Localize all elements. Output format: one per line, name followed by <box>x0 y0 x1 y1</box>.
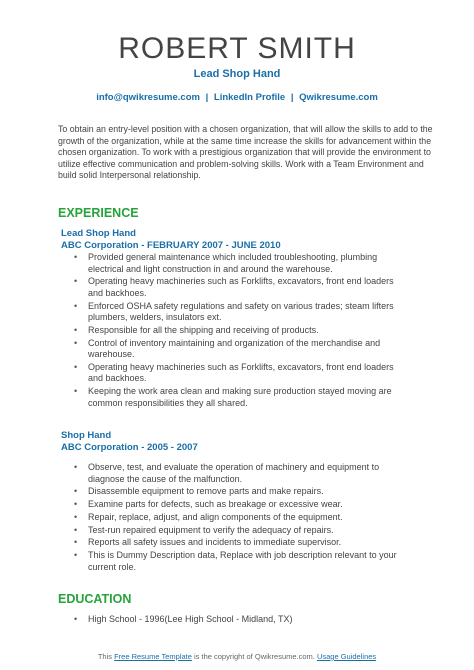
job-company: ABC Corporation - FEBRUARY 2007 - JUNE 2010 <box>61 240 281 251</box>
list-item <box>74 512 404 524</box>
job-company: ABC Corporation - 2005 - 2007 <box>61 442 198 453</box>
bullet-dot-icon: • <box>74 386 78 397</box>
bullet-dot-icon: • <box>74 524 78 535</box>
list-item-text: Operating heavy machineries such as Forklifts, excavators, front end loaders and backhoes. <box>88 361 394 384</box>
list-item-text: Examine parts for defects, such as breakage or excessive wear. <box>88 499 343 510</box>
list-item <box>74 325 404 337</box>
list-item <box>74 499 404 511</box>
candidate-name: ROBERT SMITH <box>118 32 356 65</box>
bullet-dot-icon: • <box>74 614 78 624</box>
bullet-dot-icon: • <box>74 252 78 262</box>
footer-middle: is the copyright of Qwikresume.com. <box>191 652 317 661</box>
candidate-title: Lead Shop Hand <box>193 68 281 80</box>
education-list <box>74 614 404 627</box>
bullet-dot-icon: • <box>74 324 78 335</box>
list-item-text: Enforced OSHA safety regulations and safety on various trades; steam lifters plumbers, welders, insulators ext. <box>88 300 394 323</box>
education-heading: EDUCATION <box>58 592 132 606</box>
list-item-text: Repair, replace, adjust, and align components of the equipment. <box>88 511 343 522</box>
job-bullet-list <box>74 462 404 575</box>
list-item-text: Reports all safety issues and incidents to immediate supervisor. <box>88 537 342 548</box>
list-item <box>74 386 404 409</box>
job-title: Shop Hand <box>61 430 112 441</box>
list-item <box>74 338 404 361</box>
bullet-dot-icon: • <box>74 550 78 561</box>
website-link[interactable]: Qwikresume.com <box>299 92 378 103</box>
list-item <box>74 252 404 275</box>
list-item <box>74 301 404 324</box>
summary-paragraph: To obtain an entry-level position with a chosen organization, that will allow the skills to add to the growth of the organization, while at the same time increase the skills for advancement within the chosen organization. To work with a prestigious organization that will provide the environment to utilize effective communication and problem-solving skills. Work with a Team Environment and build solid Interpersonal relationship. <box>58 124 433 181</box>
footer-note <box>0 652 474 661</box>
list-item <box>74 525 404 537</box>
bullet-dot-icon: • <box>74 486 78 497</box>
footer-prefix: This <box>97 652 115 661</box>
list-item-text: This is Dummy Description data, Replace with job description relevant to your current role. <box>88 550 397 572</box>
bullet-dot-icon: • <box>74 499 78 510</box>
contact-line <box>0 92 474 103</box>
bullet-dot-icon: • <box>74 511 78 522</box>
job-bullet-list <box>74 252 404 411</box>
bullet-dot-icon: • <box>74 462 78 472</box>
email-link[interactable]: info@qwikresume.com <box>96 92 200 103</box>
free-template-link[interactable]: Free Resume Template <box>114 652 192 661</box>
list-item <box>74 276 404 299</box>
list-item-text: Provided general maintenance which included troubleshooting, plumbing electrical and light construction in and around the warehouse. <box>88 252 378 274</box>
contact-separator: | <box>205 92 209 103</box>
bullet-dot-icon: • <box>74 337 78 348</box>
list-item-text: Control of inventory maintaining and organization of the merchandise and warehouse. <box>88 337 381 360</box>
list-item-text: Keeping the work area clean and making sure production stayed moving are common responsibilities they all shared. <box>88 386 392 408</box>
list-item-text: Operating heavy machineries such as Forklifts, excavators, front end loaders and backhoes. <box>88 276 394 298</box>
list-item-text: Test-run repaired equipment to verify the adequacy of repairs. <box>88 524 334 535</box>
list-item-text: High School - 1996(Lee High School - Midland, TX) <box>88 614 293 624</box>
usage-guidelines-link[interactable]: Usage Guidelines <box>316 652 377 661</box>
bullet-dot-icon: • <box>74 276 78 287</box>
list-item-text: Disassemble equipment to remove parts and make repairs. <box>88 486 324 497</box>
bullet-dot-icon: • <box>74 537 78 548</box>
list-item <box>74 550 404 573</box>
list-item <box>74 362 404 385</box>
list-item <box>74 537 404 549</box>
experience-heading: EXPERIENCE <box>58 206 139 220</box>
job-title: Lead Shop Hand <box>61 228 136 239</box>
list-item <box>74 462 404 485</box>
linkedin-link[interactable]: LinkedIn Profile <box>213 92 286 103</box>
list-item <box>74 486 404 498</box>
list-item <box>74 614 404 626</box>
bullet-dot-icon: • <box>74 361 78 372</box>
list-item-text: Responsible for all the shipping and receiving of products. <box>88 324 319 335</box>
bullet-dot-icon: • <box>74 300 78 311</box>
contact-separator: | <box>290 92 294 103</box>
list-item-text: Observe, test, and evaluate the operation of machinery and equipment to diagnose the cause of the malfunction. <box>88 462 380 484</box>
